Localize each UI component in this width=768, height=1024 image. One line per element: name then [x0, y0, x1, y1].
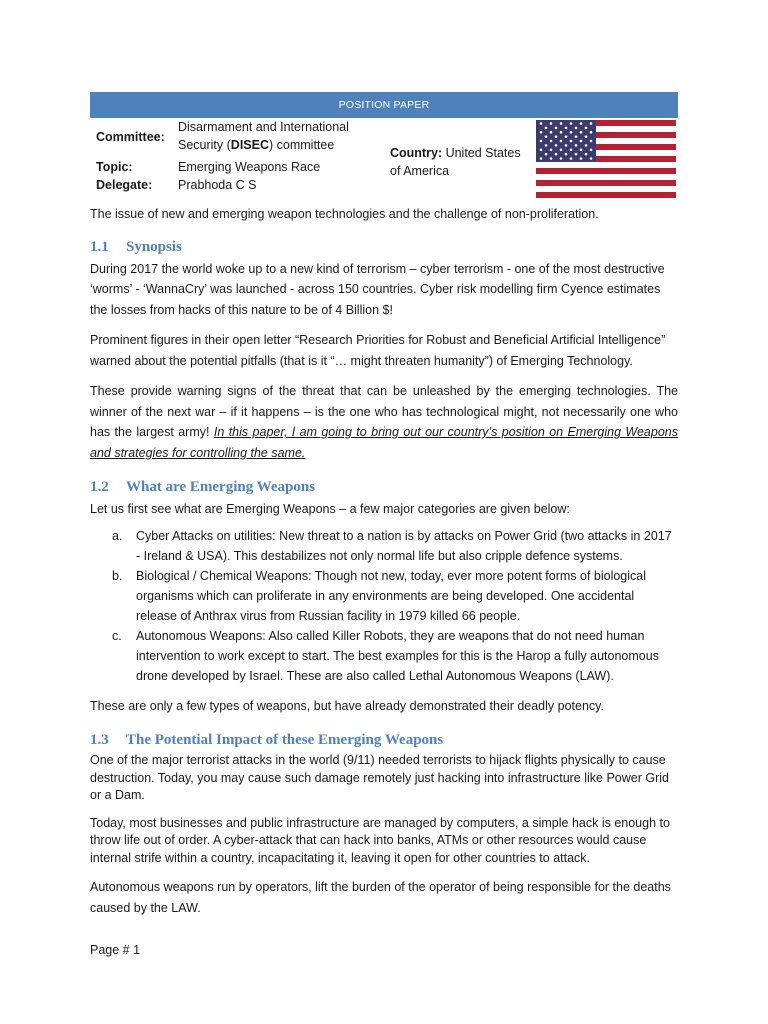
page-number: Page # 1	[90, 943, 141, 957]
committee-value	[178, 118, 378, 154]
position-paper-banner: POSITION PAPER	[90, 92, 678, 118]
flag-star	[570, 140, 573, 143]
synopsis-paragraph-3	[90, 381, 678, 463]
synopsis-paragraph-2: Prominent figures in their open letter “Research Priorities for Robust and Beneficial Artificial Intelligence” warned about the potential pitfalls (that is it “… might threaten humanity”) of Emerging Technology.	[90, 333, 666, 368]
flag-star	[545, 153, 548, 156]
section-number: 1.2	[90, 479, 109, 495]
flag-stripe	[536, 180, 676, 186]
flag-star	[585, 127, 588, 130]
flag-star	[575, 135, 578, 138]
flag-star	[545, 144, 548, 147]
flag-star	[580, 140, 583, 143]
emerging-weapons-closing: These are only a few types of weapons, but have already demonstrated their deadly potency.	[90, 698, 604, 713]
country-value: United States of America	[390, 146, 521, 178]
synopsis-paragraph-1: During 2017 the world woke up to a new kind of terrorism – cyber terrorism - one of the most destructive ‘worms’ - ‘WannaCry’ was launched - across 150 countries. Cyber risk modelling firm Cyence estimates the losses from hacks of this nature to be of 4 Billion $!	[90, 261, 665, 317]
flag-star	[570, 122, 573, 125]
section-title: The Potential Impact of these Emerging Weapons	[126, 732, 444, 748]
flag-star	[575, 144, 578, 147]
flag-star	[585, 135, 588, 138]
committee-line2-post: ) committee	[269, 138, 335, 152]
flag-star	[550, 122, 553, 125]
list-item	[90, 626, 678, 686]
impact-paragraph-2: Today, most businesses and public infrastructure are managed by computers, a simple hack is enough to throw life out of order. A cyber-attack that can hack into banks, ATMs or other resources would cause internal strife within a country, incapacitating it, leaving it open for other countries to attack.	[90, 815, 670, 865]
flag-star	[545, 135, 548, 138]
flag-star	[580, 122, 583, 125]
flag-star	[580, 148, 583, 151]
section-heading-emerging-weapons	[90, 477, 678, 497]
flag-star	[560, 140, 563, 143]
flag-star	[590, 148, 593, 151]
document-page	[90, 92, 678, 918]
list-marker: b.	[112, 568, 123, 583]
flag-star	[565, 144, 568, 147]
flag-stripe	[536, 174, 676, 180]
position-statement: In this paper, I am going to bring out our country’s position on Emerging Weapons and strategies for controlling the same.	[90, 425, 678, 460]
flag-star	[565, 135, 568, 138]
weapon-categories-list	[90, 526, 678, 686]
flag-stripe	[536, 162, 676, 168]
flag-star	[575, 153, 578, 156]
committee-line2	[178, 136, 378, 154]
list-marker: a.	[112, 528, 123, 543]
list-marker: c.	[112, 628, 122, 643]
emerging-weapons-intro: Let us first see what are Emerging Weapons – a few major categories are given below:	[90, 502, 570, 516]
flag-star	[540, 148, 543, 151]
flag-star	[565, 153, 568, 156]
synopsis-paragraph-3-text: These provide warning signs of the threat that can be unleashed by the emerging technologies. The winner of the next war – if it happens – is the one who has technological might, not necessarily one who has the largest army!	[90, 384, 678, 439]
committee-label: Committee:	[96, 130, 165, 144]
impact-paragraph-3: Autonomous weapons run by operators, lift the burden of the operator of being responsible for the deaths caused by the LAW.	[90, 880, 671, 915]
flag-star	[560, 131, 563, 134]
flag-star	[565, 127, 568, 130]
section-number: 1.3	[90, 732, 109, 748]
flag-star	[580, 131, 583, 134]
list-item-text: Autonomous Weapons: Also called Killer Robots, they are weapons that do not need human intervention to work except to start. The best examples for this is the Harop a fully autonomous drone developed by Israel. These are also called Lethal Autonomous Weapons (LAW).	[136, 628, 659, 683]
us-flag-image	[536, 120, 676, 198]
header-table	[90, 118, 678, 200]
flag-stripe	[536, 168, 676, 174]
country-label: Country:	[390, 146, 443, 160]
flag-star	[550, 157, 553, 160]
country-field	[390, 144, 530, 180]
committee-abbrev: DISEC	[230, 138, 269, 152]
flag-canton	[536, 120, 596, 162]
flag-stripe	[536, 186, 676, 192]
flag-star	[590, 140, 593, 143]
us-flag-icon	[536, 120, 676, 198]
flag-star	[585, 153, 588, 156]
flag-star	[590, 131, 593, 134]
intro-text: The issue of new and emerging weapon technologies and the challenge of non-proliferation.	[90, 207, 599, 221]
flag-star	[570, 131, 573, 134]
section-heading-synopsis	[90, 237, 678, 257]
flag-star	[555, 153, 558, 156]
flag-star	[555, 135, 558, 138]
flag-star	[575, 127, 578, 130]
flag-star	[580, 157, 583, 160]
flag-star	[550, 131, 553, 134]
section-title: Synopsis	[126, 238, 182, 255]
flag-star	[540, 131, 543, 134]
flag-star	[555, 144, 558, 147]
flag-star	[590, 122, 593, 125]
topic-label: Topic:	[96, 160, 133, 174]
flag-star	[540, 140, 543, 143]
flag-stripe	[536, 192, 676, 198]
flag-star	[555, 127, 558, 130]
flag-star	[590, 157, 593, 160]
flag-star	[560, 157, 563, 160]
flag-star	[570, 148, 573, 151]
flag-star	[550, 148, 553, 151]
flag-star	[560, 148, 563, 151]
list-item-text: Cyber Attacks on utilities: New threat to a nation is by attacks on Power Grid (two attacks in 2017 - Ireland & USA). This destabilizes not only normal life but also cripple defence systems.	[136, 528, 672, 563]
delegate-label: Delegate:	[96, 178, 153, 192]
flag-star	[540, 122, 543, 125]
flag-star	[560, 122, 563, 125]
flag-star	[570, 157, 573, 160]
delegate-value: Prabhoda C S	[178, 178, 257, 192]
flag-star	[545, 127, 548, 130]
committee-line2-pre: Security (	[178, 138, 231, 152]
flag-star	[585, 144, 588, 147]
topic-value: Emerging Weapons Race	[178, 160, 321, 174]
section-number: 1.1	[90, 238, 109, 255]
section-heading-impact	[90, 730, 678, 750]
flag-star	[540, 157, 543, 160]
list-item-text: Biological / Chemical Weapons: Though not new, today, ever more potent forms of biological organisms which can proliferate in any environments are being developed. One accidental release of Anthrax virus from Russian facility in 1979 killed 66 people.	[136, 568, 647, 623]
section-title: What are Emerging Weapons	[126, 479, 316, 495]
list-item	[90, 566, 678, 626]
impact-paragraph-1: One of the major terrorist attacks in the world (9/11) needed terrorists to hijack flights physically to cause destruction. Today, you may cause such damage remotely just hacking into infrastructure like Power Grid or a Dam.	[90, 753, 669, 802]
flag-star	[550, 140, 553, 143]
committee-line1: Disarmament and International	[178, 120, 349, 134]
list-item	[90, 526, 678, 566]
